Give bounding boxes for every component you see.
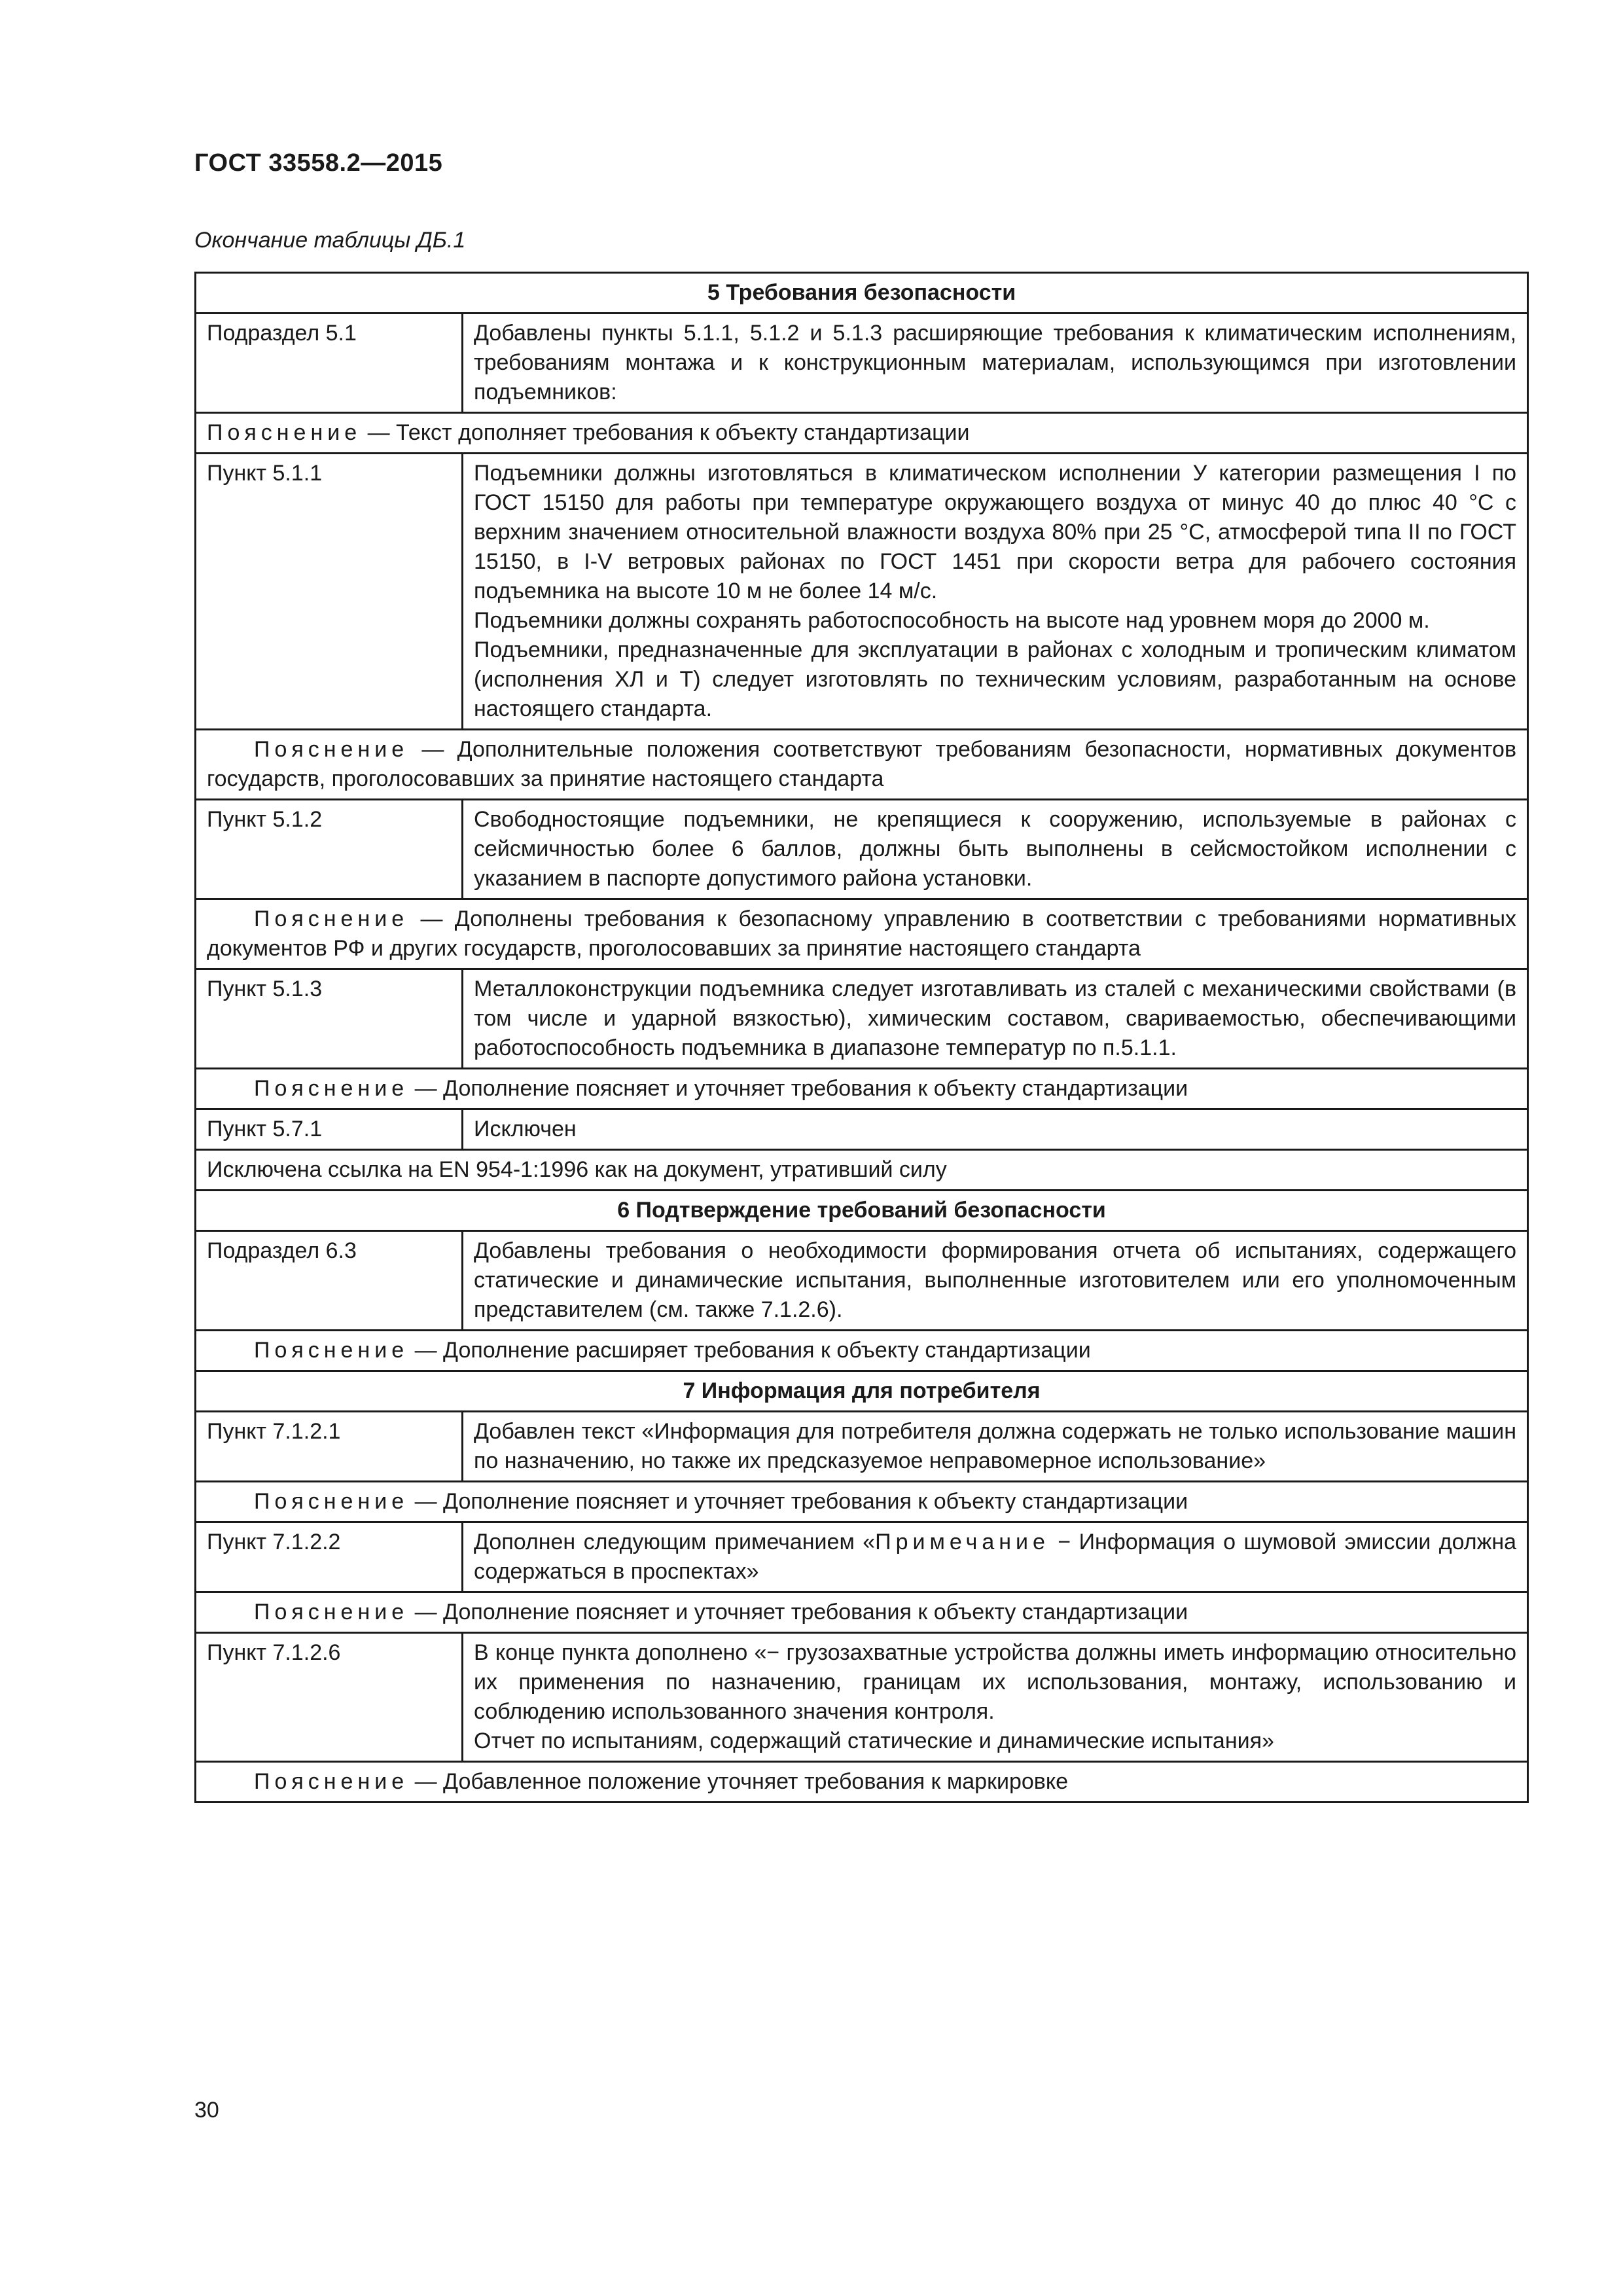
clause-ref: Пункт 5.1.2: [196, 800, 463, 899]
page-number: 30: [194, 2098, 219, 2123]
clause-ref: Пункт 7.1.2.1: [196, 1412, 463, 1482]
note-label: Пояснение: [207, 420, 362, 445]
note-row: [196, 1331, 1528, 1371]
note-row: [196, 1482, 1528, 1522]
clause-paragraph: Добавлены требования о необходимости формирования отчета об испытаниях, содержащего статические и динамические испытания, выполненные изготовителем или его уполномоченным представителем (см. также 7.1.2.6).: [474, 1238, 1517, 1322]
clause-text: [463, 969, 1528, 1069]
note-label: Пояснение: [254, 1338, 409, 1363]
clause-ref: Пункт 7.1.2.6: [196, 1633, 463, 1762]
table-row: [196, 314, 1528, 413]
note-cell: [196, 1331, 1528, 1371]
table-row: [196, 1522, 1528, 1592]
table-row: [196, 1633, 1528, 1762]
note-dash: —: [408, 1338, 444, 1363]
clause-text-pre: Дополнен следующим примечанием «: [474, 1530, 876, 1554]
table-row: [196, 454, 1528, 730]
note-row: [196, 730, 1528, 800]
note-label: Пояснение: [254, 906, 409, 931]
table-row: [196, 1412, 1528, 1482]
table-row: [196, 1231, 1528, 1331]
note-cell: [196, 730, 1528, 800]
clause-text: [463, 1522, 1528, 1592]
note-cell: [196, 1482, 1528, 1522]
note-label: Пояснение: [254, 1769, 409, 1794]
clause-text: [463, 1231, 1528, 1331]
note-label: Пояснение: [254, 1600, 409, 1624]
section-title: 7 Информация для потребителя: [196, 1371, 1528, 1412]
clause-text: [463, 1412, 1528, 1482]
clause-paragraph: Подъемники, предназначенные для эксплуатации в районах с холодным и тропическим климатом (исполнения ХЛ и Т) следует изготовлять по техническим условиям, разработанным на основе настоящего стандарта.: [474, 637, 1517, 721]
note-dash: —: [408, 1489, 444, 1514]
note-label: Пояснение: [254, 737, 409, 762]
note-cell: Исключена ссылка на EN 954-1:1996 как на документ, утративший силу: [196, 1150, 1528, 1191]
note-text: Дополнение поясняет и уточняет требования к объекту стандартизации: [443, 1489, 1188, 1514]
clause-ref: Пункт 5.7.1: [196, 1109, 463, 1150]
clause-paragraph: Металлоконструкции подъемника следует изготавливать из сталей с механическими свойствами (в том числе и ударной вязкостью), химическим составом, свариваемостью, обеспечивающими работоспособность подъемника в диапазоне температур по п.5.1.1.: [474, 977, 1517, 1060]
clause-ref: Пункт 5.1.1: [196, 454, 463, 730]
clause-paragraph: Добавлен текст «Информация для потребителя должна содержать не только использование машин по назначению, но также их предсказуемое неправомерное использование»: [474, 1419, 1517, 1473]
note-dash: —: [408, 1076, 444, 1101]
note-row: [196, 1069, 1528, 1109]
note-cell: [196, 1762, 1528, 1803]
table-db1-end: [194, 272, 1529, 1803]
section-title: 6 Подтверждение требований безопасности: [196, 1191, 1528, 1231]
clause-ref: Подраздел 6.3: [196, 1231, 463, 1331]
note-text: Дополнение расширяет требования к объекту стандартизации: [443, 1338, 1091, 1363]
clause-paragraph: [474, 1528, 1516, 1587]
note-label: Пояснение: [254, 1076, 409, 1101]
clause-text: [463, 1633, 1528, 1762]
note-dash: —: [408, 1769, 444, 1794]
note-row: [196, 1150, 1528, 1191]
note-text: Дополнение поясняет и уточняет требования к объекту стандартизации: [443, 1600, 1188, 1624]
clause-paragraph: Подъемники должны сохранять работоспособность на высоте над уровнем моря до 2000 м.: [474, 608, 1430, 633]
note-row: [196, 413, 1528, 454]
clause-paragraph: Отчет по испытаниям, содержащий статические и динамические испытания»: [474, 1729, 1274, 1753]
clause-text: [463, 1109, 1528, 1150]
note-text: Текст дополняет требования к объекту стандартизации: [396, 420, 970, 445]
clause-paragraph: Исключен: [474, 1117, 577, 1141]
note-cell: [196, 1069, 1528, 1109]
note-cell: [196, 1592, 1528, 1633]
note-cell: [196, 899, 1528, 969]
note-row: [196, 1762, 1528, 1803]
table-row: [196, 800, 1528, 899]
note-row: [196, 1592, 1528, 1633]
clause-text: [463, 800, 1528, 899]
note-dash: —: [361, 420, 397, 445]
note-dash: —: [408, 737, 457, 762]
table-row: [196, 1109, 1528, 1150]
clause-ref: Подраздел 5.1: [196, 314, 463, 413]
note-dash: —: [408, 1600, 444, 1624]
table-row: [196, 969, 1528, 1069]
clause-paragraph: В конце пункта дополнено «− грузозахватные устройства должны иметь информацию относительно их применения по назначению, границам их использования, монтажу, использованию и соблюдению использованного значения контроля.: [474, 1640, 1517, 1724]
section-title: 5 Требования безопасности: [196, 273, 1528, 314]
section-header-row: [196, 273, 1528, 314]
note-text: Добавленное положение уточняет требования к маркировке: [443, 1769, 1068, 1794]
clause-ref: Пункт 7.1.2.2: [196, 1522, 463, 1592]
embedded-note-label: Примечание: [875, 1530, 1050, 1554]
clause-text: [463, 314, 1528, 413]
table-caption: Окончание таблицы ДБ.1: [194, 228, 466, 253]
note-text: Дополнены требования к безопасному управлению в соответствии с требованиями нормативных документов РФ и других государств, проголосовавших за принятие настоящего стандарта: [207, 906, 1517, 961]
note-label: Пояснение: [254, 1489, 409, 1514]
clause-ref: Пункт 5.1.3: [196, 969, 463, 1069]
document-id-header: ГОСТ 33558.2—2015: [194, 149, 443, 177]
clause-paragraph: Добавлены пункты 5.1.1, 5.1.2 и 5.1.3 расширяющие требования к климатическим исполнениям, требованиям монтажа и к конструкционным материалам, использующимся при изготовлении подъемников:: [474, 321, 1517, 404]
note-dash: —: [408, 906, 455, 931]
clause-paragraph: Свободностоящие подъемники, не крепящиеся к сооружению, используемые в районах с сейсмичностью более 6 баллов, должны быть выполнены в сейсмостойком исполнении с указанием в паспорте допустимого района установки.: [474, 807, 1517, 891]
note-text: Дополнение поясняет и уточняет требования к объекту стандартизации: [443, 1076, 1188, 1101]
note-cell: [196, 413, 1528, 454]
clause-text: [463, 454, 1528, 730]
clause-paragraph: Подъемники должны изготовляться в климатическом исполнении У категории размещения I по ГОСТ 15150 для работы при температуре окружающего воздуха от минус 40 до плюс 40 °С с верхним значением относительной влажности воздуха 80% при 25 °С, атмосферой типа II по ГОСТ 15150, в I-V ветровых районах по ГОСТ 1451 при скорости ветра для рабочего состояния подъемника на высоте 10 м не более 14 м/с.: [474, 461, 1517, 603]
note-row: [196, 899, 1528, 969]
section-header-row: [196, 1191, 1528, 1231]
clause-text-post: − Информация о шумовой эмиссии должна содержаться в проспектах»: [474, 1530, 1517, 1584]
note-text: Дополнительные положения соответствуют требованиям безопасности, нормативных документов государств, проголосовавших за принятие настоящего стандарта: [207, 737, 1517, 791]
section-header-row: [196, 1371, 1528, 1412]
